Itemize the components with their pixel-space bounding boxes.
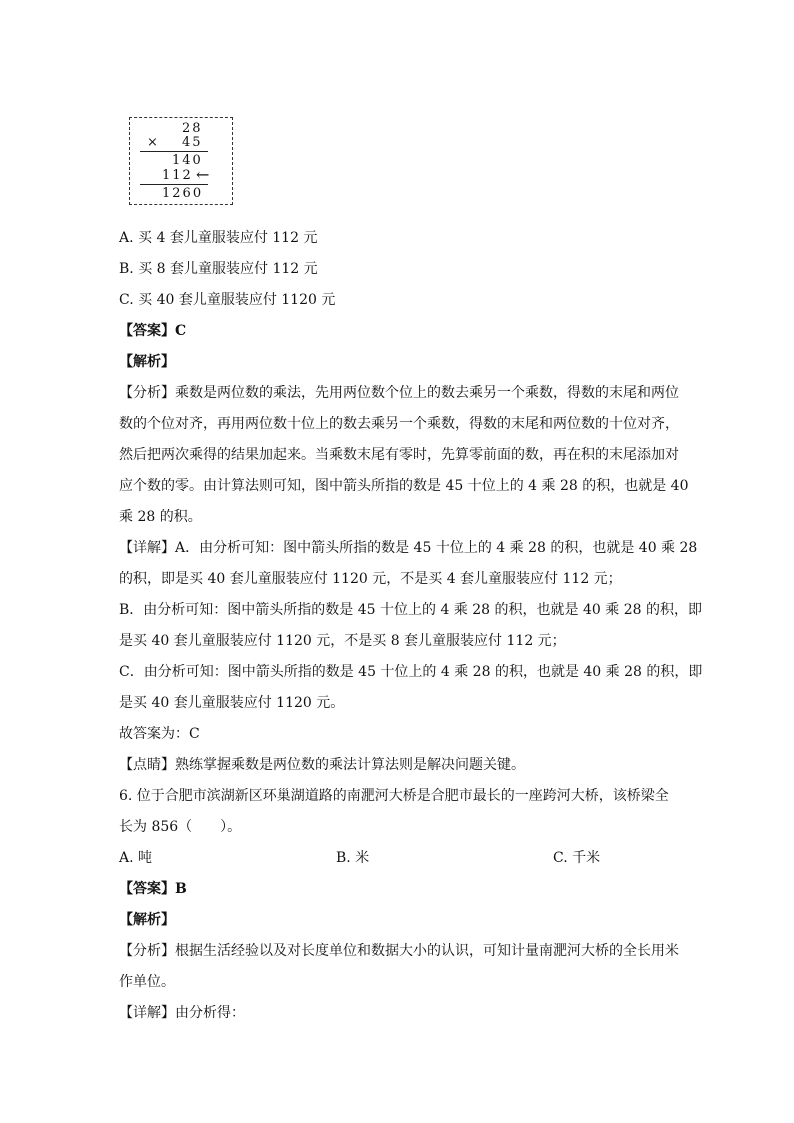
q6-answer: 【答案】B (119, 881, 187, 897)
q6-option-c: C. 千米 (553, 850, 601, 866)
q5-analysis-line: 数的个位对齐，再用两位数十位上的数去乘另一个乘数，得数的末尾和两位数的十位对齐， (119, 416, 679, 432)
q6-analysis-heading: 【解析】 (119, 912, 175, 928)
q5-analysis-line: 【分析】乘数是两位数的乘法，先用两位数个位上的数去乘另一个乘数，得数的末尾和两位 (119, 385, 679, 401)
q5-final-answer: 故答案为：C (119, 726, 200, 742)
calc-partial-product-2: 112 (162, 168, 193, 183)
q5-detail-line: 是买 40 套儿童服装应付 1120 元，不是买 8 套儿童服装应付 112 元； (119, 633, 566, 649)
q6-question-line: 6. 位于合肥市滨湖新区环巢湖道路的南淝河大桥是合肥市最长的一座跨河大桥，该桥梁全 (119, 788, 669, 804)
q6-analysis-line: 【分析】根据生活经验以及对长度单位和数据大小的认识，可知计量南淝河大桥的全长用米 (119, 943, 679, 959)
q6-option-b: B. 米 (336, 850, 370, 866)
q5-detail-line: 是买 40 套儿童服装应付 1120 元。 (119, 695, 345, 711)
q5-tip: 【点睛】熟练掌握乘数是两位数的乘法计算法则是解决问题关键。 (119, 757, 525, 773)
q6-question-line: 长为 856（ ）。 (119, 819, 242, 835)
calc-multiplier: 45 (182, 135, 203, 150)
q5-analysis-line: 乘 28 的积。 (119, 509, 202, 525)
q6-option-a: A. 吨 (119, 850, 153, 866)
q6-detail: 【详解】由分析得： (119, 1005, 245, 1021)
q5-option-a: A. 买 4 套儿童服装应付 112 元 (119, 230, 318, 246)
q5-answer: 【答案】C (119, 323, 187, 339)
q5-detail-line: B．由分析可知：图中箭头所指的数是 45 十位上的 4 乘 28 的积，也就是 40 乘 28 的积，即 (119, 602, 702, 618)
calc-rule-bottom (140, 184, 208, 185)
q6-analysis-line: 作单位。 (119, 974, 175, 990)
calc-partial-product-1: 140 (172, 153, 203, 168)
calc-product: 1260 (162, 186, 204, 201)
times-sign: × (147, 135, 160, 150)
q5-analysis-line: 然后把两次乘得的结果加起来。当乘数末尾有零时，先算零前面的数，再在积的末尾添加对 (119, 447, 679, 463)
calc-multiplicand: 28 (182, 121, 203, 136)
q5-detail-line: C．由分析可知：图中箭头所指的数是 45 十位上的 4 乘 28 的积，也就是 40 乘 28 的积，即 (119, 664, 703, 680)
multiplication-figure (129, 117, 233, 205)
calc-rule-top (140, 151, 208, 152)
q5-analysis-line: 应个数的零。由计算法则可知，图中箭头所指的数是 45 十位上的 4 乘 28 的积，也就是 40 (119, 478, 689, 494)
q5-detail-line: 【详解】A．由分析可知：图中箭头所指的数是 45 十位上的 4 乘 28 的积，也就是 40 乘 28 (119, 540, 698, 556)
q5-detail-line: 的积，即是买 40 套儿童服装应付 1120 元，不是买 4 套儿童服装应付 112 元； (119, 571, 622, 587)
q5-analysis-heading: 【解析】 (119, 354, 175, 370)
arrow-icon: ← (196, 165, 210, 184)
q5-option-b: B. 买 8 套儿童服装应付 112 元 (119, 261, 318, 277)
q5-option-c: C. 买 40 套儿童服装应付 1120 元 (119, 292, 336, 308)
